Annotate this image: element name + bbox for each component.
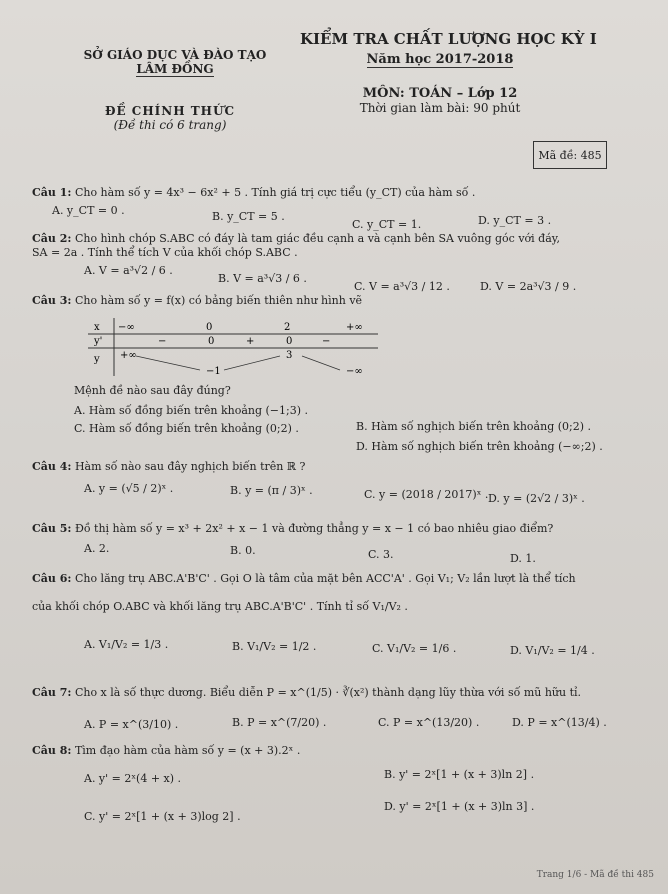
option: C. y_CT = 1. xyxy=(352,218,422,231)
variation-table-graphic xyxy=(88,318,378,378)
option: B. Hàm số nghịch biến trên khoảng (0;2) . xyxy=(356,420,592,433)
exam-title: KIỂM TRA CHẤT LƯỢNG HỌC KỲ I xyxy=(300,30,597,48)
option: A. V = a³√2 / 6 . xyxy=(84,264,173,277)
option: D. P = x^(13/4) . xyxy=(512,716,607,729)
variation-arrow xyxy=(302,356,340,370)
option: C. 3. xyxy=(368,548,394,561)
question-text: Hàm số nào sau đây nghịch biến trên ℝ ? xyxy=(74,460,306,473)
table-yprime-value: + xyxy=(246,336,255,347)
option: B. y_CT = 5 . xyxy=(212,210,285,223)
question-label: Câu 1: xyxy=(32,186,72,199)
official-block xyxy=(80,104,260,132)
question-4 xyxy=(32,460,305,473)
question-label: Câu 6: xyxy=(32,572,72,585)
official-label: ĐỀ CHÍNH THỨC xyxy=(104,104,236,118)
option: A. 2. xyxy=(84,542,110,555)
question-text: Cho lăng trụ ABC.A'B'C' . Gọi O là tâm của mặt bên ACC'A' . Gọi V₁; V₂ lần lượt là thể tích xyxy=(74,572,576,585)
question-3 xyxy=(32,294,362,307)
table-yprime-value: 0 xyxy=(286,336,293,347)
variation-table xyxy=(88,318,378,378)
option: B. y = (π / 3)ˣ . xyxy=(230,484,313,497)
option: A. y' = 2ˣ(4 + x) . xyxy=(84,772,182,785)
department-province: LÂM ĐỒNG xyxy=(136,62,214,76)
question-5 xyxy=(32,522,553,535)
question-text: Tìm đạo hàm của hàm số y = (x + 3).2ˣ . xyxy=(74,744,301,757)
table-y-value: −∞ xyxy=(346,366,363,377)
table-x-value: 0 xyxy=(206,322,213,333)
option: B. V₁/V₂ = 1/2 . xyxy=(232,640,317,653)
option: D. Hàm số nghịch biến trên khoảng (−∞;2) . xyxy=(356,440,603,453)
duration: Thời gian làm bài: 90 phút xyxy=(359,101,521,115)
question-label: Câu 7: xyxy=(32,686,72,699)
question-7 xyxy=(32,686,581,699)
question-text: Cho x là số thực dương. Biểu diễn P = x^(1/5) · ∛(x²) thành dạng lũy thừa với số mũ hữu tỉ. xyxy=(74,686,582,699)
option: D. 1. xyxy=(510,552,536,565)
option: A. y = (√5 / 2)ˣ . xyxy=(84,482,174,495)
question-text-line2: của khối chóp O.ABC và khối lăng trụ ABC.A'B'C' . Tính tỉ số V₁/V₂ . xyxy=(32,600,408,613)
table-y-value: 3 xyxy=(286,350,293,361)
question-6 xyxy=(32,572,576,585)
question-prompt: Mệnh đề nào sau đây đúng? xyxy=(74,384,231,397)
option: C. y = (2018 / 2017)ˣ . xyxy=(364,488,489,501)
option: D. y = (2√2 / 3)ˣ . xyxy=(488,492,585,505)
page-footer: Trang 1/6 - Mã đề thi 485 xyxy=(536,870,654,880)
question-text: Cho hàm số y = 4x³ − 6x² + 5 . Tính giá trị cực tiểu (y_CT) của hàm số . xyxy=(74,186,476,199)
option: B. V = a³√3 / 6 . xyxy=(218,272,307,285)
question-label: Câu 3: xyxy=(32,294,72,307)
option: B. P = x^(7/20) . xyxy=(232,716,327,729)
option: A. Hàm số đồng biến trên khoảng (−1;3) . xyxy=(74,404,309,417)
option: A. y_CT = 0 . xyxy=(52,204,125,217)
subject-block xyxy=(350,86,530,116)
option: A. P = x^(3/10) . xyxy=(84,718,179,731)
option: B. 0. xyxy=(230,544,256,557)
question-2 xyxy=(32,232,560,245)
question-label: Câu 4: xyxy=(32,460,72,473)
option: D. V₁/V₂ = 1/4 . xyxy=(510,644,595,657)
option: C. P = x^(13/20) . xyxy=(378,716,480,729)
school-year: Năm học 2017-2018 xyxy=(366,52,514,67)
question-text: Đồ thị hàm số y = x³ + 2x² + x − 1 và đường thẳng y = x − 1 có bao nhiêu giao điểm? xyxy=(74,522,554,535)
table-yprime-value: − xyxy=(322,336,331,347)
option: D. V = 2a³√3 / 9 . xyxy=(480,280,577,293)
pages-note: (Đề thi có 6 trang) xyxy=(113,118,227,132)
exam-code-box xyxy=(533,141,607,169)
department-block xyxy=(70,48,280,77)
question-label: Câu 8: xyxy=(32,744,72,757)
table-y-value: −1 xyxy=(206,366,221,377)
exam-title-block xyxy=(300,30,597,68)
option: D. y' = 2ˣ[1 + (x + 3)ln 3] . xyxy=(384,800,535,813)
option: B. y' = 2ˣ[1 + (x + 3)ln 2] . xyxy=(384,768,535,781)
option: C. y' = 2ˣ[1 + (x + 3)log 2] . xyxy=(84,810,241,823)
table-x-value: −∞ xyxy=(118,322,135,333)
option: A. V₁/V₂ = 1/3 . xyxy=(84,638,169,651)
option: C. Hàm số đồng biến trên khoảng (0;2) . xyxy=(74,422,299,435)
option: C. V₁/V₂ = 1/6 . xyxy=(372,642,457,655)
option: C. V = a³√3 / 12 . xyxy=(354,280,450,293)
table-x-value: 2 xyxy=(284,322,291,333)
table-x-label: x xyxy=(94,322,100,333)
question-1 xyxy=(32,186,475,199)
table-yprime-value: − xyxy=(158,336,167,347)
question-label: Câu 2: xyxy=(32,232,72,245)
question-text-line2: SA = 2a . Tính thể tích V của khối chóp S.ABC . xyxy=(32,246,298,259)
department-name: SỞ GIÁO DỤC VÀ ĐÀO TẠO xyxy=(83,48,267,62)
question-text: Cho hình chóp S.ABC có đáy là tam giác đều cạnh a và cạnh bên SA vuông góc với đáy, xyxy=(74,232,561,245)
variation-arrow xyxy=(224,356,280,370)
table-yprime-value: 0 xyxy=(208,336,215,347)
exam-code: Mã đề: 485 xyxy=(538,148,602,162)
variation-arrow xyxy=(136,356,200,370)
option: D. y_CT = 3 . xyxy=(478,214,552,227)
table-y-label: y xyxy=(94,354,100,365)
table-x-value: +∞ xyxy=(346,322,363,333)
subject: MÔN: TOÁN – Lớp 12 xyxy=(362,86,518,101)
question-text: Cho hàm số y = f(x) có bảng biến thiên như hình vẽ xyxy=(74,294,363,307)
table-yprime-label: y' xyxy=(94,336,103,347)
table-y-value: +∞ xyxy=(120,350,137,361)
question-label: Câu 5: xyxy=(32,522,72,535)
question-8 xyxy=(32,744,300,757)
